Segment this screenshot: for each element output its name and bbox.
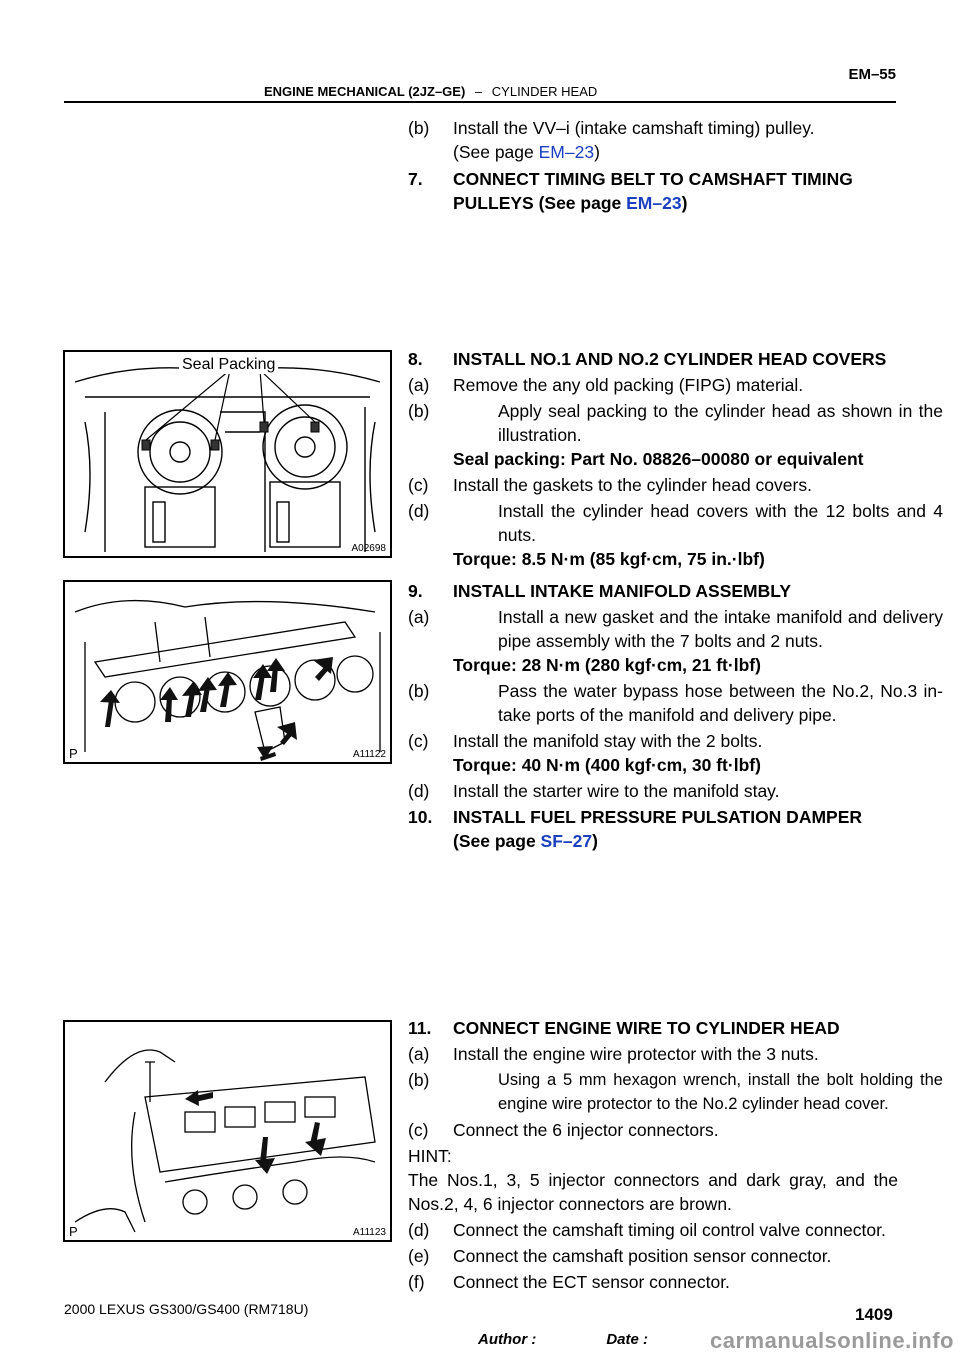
section-name: ENGINE MECHANICAL (2JZ–GE) (264, 84, 466, 99)
step-6b-block: (b) Install the VV–i (intake camshaft timing) pulley. (See page EM–23) 7. CONNECT TIMING BELT TO CAMSHAFT TIMING PULLEYS (See page EM–23) (408, 116, 898, 215)
date-label: Date : (606, 1331, 649, 1348)
step-7-title: CONNECT TIMING BELT TO CAMSHAFT TIMING (453, 169, 853, 189)
figure-id: A02698 (351, 543, 386, 554)
figure-corner-mark: P (69, 746, 78, 761)
section-separator: – (474, 84, 483, 99)
figure-id: A11122 (353, 749, 386, 760)
page-code: EM–55 (848, 66, 896, 83)
header-rule (64, 101, 896, 103)
step-9-title: INSTALL INTAKE MANIFOLD ASSEMBLY (453, 581, 792, 601)
step-8-title: INSTALL NO.1 AND NO.2 CYLINDER HEAD COVERS (453, 349, 887, 369)
author-label: Author : (478, 1331, 537, 1348)
intake-manifold-illustration (65, 582, 390, 762)
page-link-em23[interactable]: EM–23 (538, 142, 595, 162)
step-label: (b) (408, 118, 430, 138)
figure-seal-packing (63, 350, 392, 558)
hint-text: The Nos.1, 3, 5 injector connectors and dark gray, and the Nos.2, 4, 6 injector connectors are brown. (408, 1170, 898, 1214)
torque-spec: Torque: 8.5 N·m (85 kgf·cm, 75 in.·lbf) (453, 549, 765, 569)
page-number: 1409 (855, 1305, 893, 1324)
seal-packing-note: Seal packing: Part No. 08826–00080 or equivalent (453, 449, 864, 469)
figure-engine-wire (63, 1020, 392, 1242)
vehicle-model: 2000 LEXUS GS300/GS400 (RM718U) (64, 1301, 309, 1317)
watermark: carmanualsonline.info (710, 1328, 954, 1353)
page-link-em23[interactable]: EM–23 (626, 193, 682, 213)
step-text: Install the VV–i (intake camshaft timing) pulley. (453, 118, 815, 138)
step-11-title: CONNECT ENGINE WIRE TO CYLINDER HEAD (453, 1018, 840, 1038)
step-11-block: 11. CONNECT ENGINE WIRE TO CYLINDER HEAD (a) Install the engine wire protector with the 3 nuts. (b) Using a 5 mm hexagon wrench, install the bolt holding the engine wire protector to the No.2 cylinder head cover. (c) Connect the 6 injector connectors. HINT: The Nos.1, 3, 5 injector connectors and dark gray, and the Nos.2, 4, 6 injector connectors are brown. (d) Connect the camshaft timing oil control valve connector. (e) Connect the camshaft position sensor connector. (f) Connect the ECT sensor connector. (408, 1018, 943, 1292)
subsection-name: CYLINDER HEAD (491, 84, 598, 99)
step-label: 7. (408, 169, 423, 189)
camshaft-illustration (65, 352, 390, 556)
engine-wire-illustration (65, 1022, 390, 1240)
torque-spec: Torque: 40 N·m (400 kgf·cm, 30 ft·lbf) (453, 755, 761, 775)
figure-id: A11123 (353, 1227, 386, 1238)
figure-intake-manifold (63, 580, 392, 764)
author-date-line (478, 1331, 648, 1348)
step-10-title: INSTALL FUEL PRESSURE PULSATION DAMPER (453, 807, 863, 827)
seal-packing-label: Seal Packing (179, 356, 278, 374)
section-title (264, 84, 597, 99)
torque-spec: Torque: 28 N·m (280 kgf·cm, 21 ft·lbf) (453, 655, 761, 675)
hint-label: HINT: (408, 1146, 452, 1166)
step-8-block: 8. INSTALL NO.1 AND NO.2 CYLINDER HEAD COVERS (a) Remove the any old packing (FIPG) material. (b) Apply seal packing to the cylinder head as shown in the illustration. Seal packing: Part No. 08826–00080 or equivalent (c) Install the gaskets to the cylinder head covers. (d) Install the cylinder head covers with the 12 bolts and 4 nuts. Torque: 8.5 N·m (85 kgf·cm, 75 in.·lbf) (408, 349, 943, 569)
step-9-block: 9. INSTALL INTAKE MANIFOLD ASSEMBLY (a) Install a new gasket and the intake manifold and delivery pipe assembly with the 7 bolts and 2 nuts. Torque: 28 N·m (280 kgf·cm, 21 ft·lbf) (b) Pass the water bypass hose between the No.2, No.3 in- take ports of the manifold and delivery pipe. (c) Install the manifold stay with the 2 bolts. Torque: 40 N·m (400 kgf·cm, 30 ft·lbf) (d) Install the starter wire to the manifold stay. 10. INSTALL FUEL PRESSURE PULSATION DAMPER (See page SF–27) (408, 581, 943, 851)
figure-corner-mark: P (69, 1224, 78, 1239)
page-link-sf27[interactable]: SF–27 (540, 831, 593, 851)
